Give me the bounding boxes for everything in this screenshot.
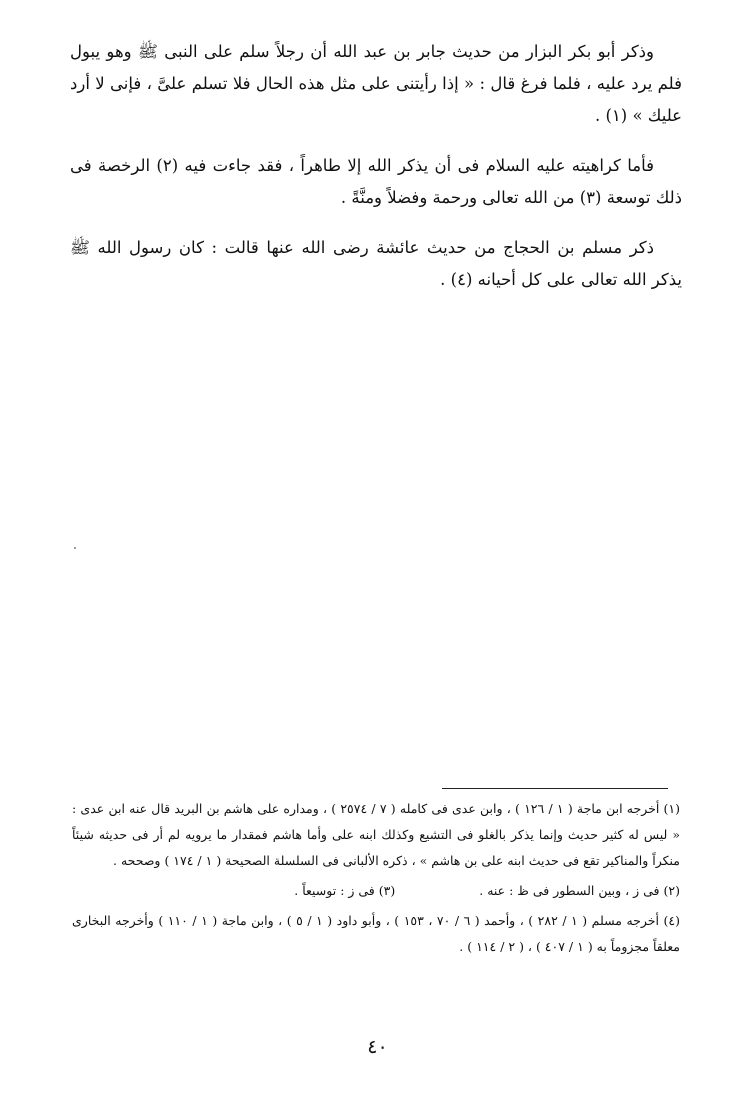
footnote-divider bbox=[442, 788, 668, 789]
paragraph-dhikr-permission: فأما كراهيته عليه السلام فى أن يذكر الله إلا طاهراً ، فقد جاءت فيه (٢) الرخصة فى ذلك توسعة (٣) من الله تعالى ورحمة وفضلاً ومنَّةً . bbox=[70, 156, 682, 207]
scan-speck bbox=[74, 547, 76, 549]
footnote-1: (١) أخرجه ابن ماجة ( ١ / ١٢٦ ) ، وابن عدى فى كامله ( ٧ / ٢٥٧٤ ) ، ومداره على هاشم بن البريد قال عنه ابن عدى : « ليس له كثير حديث وإنما يذكر بالغلو فى التشيع وكذلك ابنه على وأما هاشم فمقدار ما يرويه لم أر فى حديثه شيئاً منكراً والمناكير تقع فى حديث ابنه على بن هاشم » ، ذكره الألبانى فى السلسلة الصحيحة ( ١ / ١٧٤ ) وصححه . bbox=[72, 801, 680, 868]
paragraph-bazzar-hadith: وذكر أبو بكر البزار من حديث جابر بن عبد الله أن رجلاً سلم على النبى ﷺ وهو يبول فلم يرد عليه ، فلما فرغ قال : « إذا رأيتنى على مثل هذه الحال فلا تسلم علىَّ ، فإنى لا أرد عليك » (١) . bbox=[70, 42, 682, 125]
main-text bbox=[70, 36, 682, 314]
paragraph-aisha-hadith: ذكر مسلم بن الحجاج من حديث عائشة رضى الله عنها قالت : كان رسول الله ﷺ يذكر الله تعالى على كل أحيانه (٤) . bbox=[70, 238, 682, 289]
page-number: ٤٠ bbox=[367, 1036, 388, 1058]
footnote-4: (٤) أخرجه مسلم ( ١ / ٢٨٢ ) ، وأحمد ( ٦ / ٧٠ ، ١٥٣ ) ، وأبو داود ( ١ / ٥ ) ، وابن ماجة ( ١ / ١١٠ ) وأخرجه البخارى معلقاً مجزوماً به ( ١ / ٤٠٧ ) ، ( ٢ / ١١٤ ) . bbox=[72, 913, 680, 954]
footnotes-section bbox=[72, 796, 680, 964]
footnotes-2-3-row bbox=[72, 878, 680, 908]
footnote-2: (٢) فى ز ، وبين السطور فى ظ : عنه . bbox=[479, 883, 680, 898]
footnote-3: (٣) فى ز : توسيعاً . bbox=[294, 883, 396, 898]
